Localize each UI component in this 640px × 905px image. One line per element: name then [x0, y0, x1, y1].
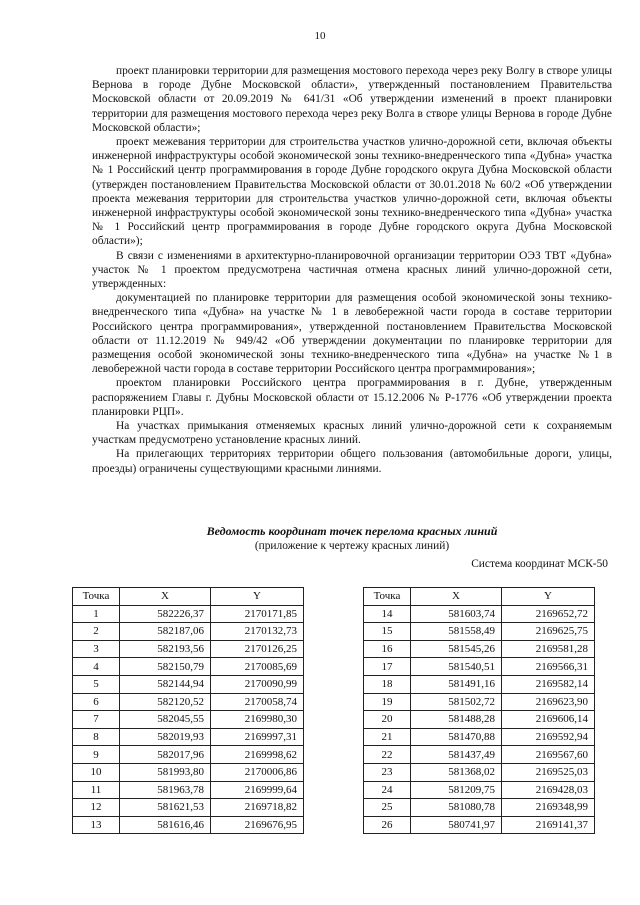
cell-point: 13 [73, 816, 120, 834]
paragraph: проект межевания территории для строительства участков улично-дорожной сети, включая объекты инженерной инфраструктуры особой экономической зоны технико-внедренческого типа «Дубна» участка № 1 Российский центр программирования в городе Дубне городского округа Дубна Московской области (утвержден постановлением Правительства Московской области от 30.01.2018 № 60/2 «Об утверждении проекта межевания территории для строительства участков улично-дорожной сети, включая объекты инженерной инфраструктуры особой экономической зоны технико-внедренческого типа «Дубна» участка № 1 Российский центр программирования в городе Дубне городского округа Дубна Московской области»); [92, 136, 612, 248]
cell-point: 10 [73, 763, 120, 781]
cell-point: 25 [364, 799, 411, 817]
cell-x: 581616,46 [120, 816, 211, 834]
cell-point: 8 [73, 728, 120, 746]
cell-y: 2169999,64 [211, 781, 304, 799]
table-row [364, 799, 595, 817]
cell-point: 3 [73, 640, 120, 658]
cell-x: 580741,97 [411, 816, 502, 834]
table-row [73, 763, 304, 781]
table-row [364, 605, 595, 623]
table-row [73, 799, 304, 817]
cell-y: 2169581,28 [502, 640, 595, 658]
header-point: Точка [364, 588, 411, 606]
table-row [364, 816, 595, 834]
cell-x: 581540,51 [411, 658, 502, 676]
cell-point: 6 [73, 693, 120, 711]
cell-y: 2170006,86 [211, 763, 304, 781]
cell-point: 2 [73, 623, 120, 641]
cell-point: 7 [73, 711, 120, 729]
cell-y: 2169567,60 [502, 746, 595, 764]
cell-point: 4 [73, 658, 120, 676]
coordinates-table-left [72, 587, 304, 834]
cell-point: 22 [364, 746, 411, 764]
cell-point: 19 [364, 693, 411, 711]
table-row [364, 623, 595, 641]
cell-y: 2169652,72 [502, 605, 595, 623]
header-y: Y [211, 588, 304, 606]
cell-point: 5 [73, 675, 120, 693]
cell-y: 2169997,31 [211, 728, 304, 746]
cell-point: 11 [73, 781, 120, 799]
paragraph: проект планировки территории для размещения мостового перехода через реку Волгу в створе улицы Вернова в городе Дубне Московской области», утвержденный постановлением Правительства Московской области от 20.09.2019 № 641/31 «Об утверждении изменений в проект планировки территории для размещения мостового перехода через реку Волга в створе улицы Вернова в городе Дубне Московской области»; [92, 65, 612, 134]
header-y: Y [502, 588, 595, 606]
cell-y: 2170090,99 [211, 675, 304, 693]
table-row [364, 763, 595, 781]
table-row [364, 675, 595, 693]
cell-x: 582193,56 [120, 640, 211, 658]
cell-x: 581491,16 [411, 675, 502, 693]
cell-x: 581368,02 [411, 763, 502, 781]
header-x: X [120, 588, 211, 606]
table-row [364, 728, 595, 746]
cell-y: 2169980,30 [211, 711, 304, 729]
cell-point: 21 [364, 728, 411, 746]
table-row [73, 816, 304, 834]
table-row [73, 658, 304, 676]
table-header-row [73, 588, 304, 606]
cell-x: 581209,75 [411, 781, 502, 799]
cell-y: 2169566,31 [502, 658, 595, 676]
paragraph: На прилегающих территориях территории общего пользования (автомобильные дороги, улицы, проезды) ограничены существующими красными линиями. [92, 448, 612, 475]
table-row [73, 693, 304, 711]
cell-y: 2169998,62 [211, 746, 304, 764]
table-row [364, 693, 595, 711]
cell-x: 582019,93 [120, 728, 211, 746]
cell-point: 15 [364, 623, 411, 641]
cell-point: 1 [73, 605, 120, 623]
cell-y: 2170085,69 [211, 658, 304, 676]
cell-y: 2170132,73 [211, 623, 304, 641]
cell-x: 581437,49 [411, 746, 502, 764]
cell-x: 582144,94 [120, 675, 211, 693]
cell-point: 24 [364, 781, 411, 799]
cell-y: 2169676,95 [211, 816, 304, 834]
cell-x: 582045,55 [120, 711, 211, 729]
table-row [73, 781, 304, 799]
cell-y: 2169348,99 [502, 799, 595, 817]
paragraph: На участках примыкания отменяемых красных линий улично-дорожной сети к сохраняемым участкам предусмотрено установление красных линий. [92, 420, 612, 447]
cell-x: 581603,74 [411, 605, 502, 623]
cell-y: 2169141,37 [502, 816, 595, 834]
document-body [92, 64, 612, 476]
cell-x: 581993,80 [120, 763, 211, 781]
cell-x: 581963,78 [120, 781, 211, 799]
cell-x: 581545,26 [411, 640, 502, 658]
cell-point: 26 [364, 816, 411, 834]
cell-x: 581488,28 [411, 711, 502, 729]
cell-y: 2170171,85 [211, 605, 304, 623]
cell-x: 581558,49 [411, 623, 502, 641]
table-row [364, 781, 595, 799]
cell-x: 582017,96 [120, 746, 211, 764]
cell-y: 2169606,14 [502, 711, 595, 729]
table-heading [92, 524, 612, 552]
cell-point: 12 [73, 799, 120, 817]
cell-y: 2169582,14 [502, 675, 595, 693]
table-row [364, 640, 595, 658]
cell-x: 581621,53 [120, 799, 211, 817]
table-row [364, 658, 595, 676]
cell-point: 20 [364, 711, 411, 729]
table-title: Ведомость координат точек перелома красных линий [206, 524, 498, 538]
table-row [364, 746, 595, 764]
table-row [73, 623, 304, 641]
table-row [73, 746, 304, 764]
cell-x: 582226,37 [120, 605, 211, 623]
table-row [364, 711, 595, 729]
paragraph: проектом планировки Российского центра программирования в г. Дубне, утвержденным распоряжением Главы г. Дубны Московской области от 15.12.2006 № Р-1776 «Об утверждении проекта планировки РЦП». [92, 377, 612, 418]
cell-x: 582150,79 [120, 658, 211, 676]
cell-y: 2170058,74 [211, 693, 304, 711]
table-row [73, 675, 304, 693]
cell-point: 14 [364, 605, 411, 623]
cell-x: 581080,78 [411, 799, 502, 817]
header-x: X [411, 588, 502, 606]
cell-y: 2169592,94 [502, 728, 595, 746]
table-header-row [364, 588, 595, 606]
table-row [73, 640, 304, 658]
cell-point: 18 [364, 675, 411, 693]
table-row [73, 728, 304, 746]
table-row [73, 605, 304, 623]
header-point: Точка [73, 588, 120, 606]
cell-x: 582187,06 [120, 623, 211, 641]
paragraph: В связи с изменениями в архитектурно-планировочной организации территории ОЭЗ ТВТ «Дубна» участок № 1 проектом предусмотрена частичная отмена красных линий улично-дорожной сети, утвержденных: [92, 249, 612, 291]
page-number: 10 [314, 30, 326, 42]
cell-x: 581470,88 [411, 728, 502, 746]
cell-point: 17 [364, 658, 411, 676]
cell-point: 23 [364, 763, 411, 781]
coordinates-table-right [363, 587, 595, 834]
table-row [73, 711, 304, 729]
table-subtitle: (приложение к чертежу красных линий) [254, 540, 450, 552]
cell-x: 581502,72 [411, 693, 502, 711]
cell-y: 2169625,75 [502, 623, 595, 641]
coordinate-system-label: Система координат МСК-50 [471, 558, 608, 570]
cell-y: 2169718,82 [211, 799, 304, 817]
cell-y: 2169428,03 [502, 781, 595, 799]
cell-y: 2169525,03 [502, 763, 595, 781]
cell-x: 582120,52 [120, 693, 211, 711]
cell-y: 2169623,90 [502, 693, 595, 711]
cell-y: 2170126,25 [211, 640, 304, 658]
cell-point: 9 [73, 746, 120, 764]
cell-point: 16 [364, 640, 411, 658]
paragraph: документацией по планировке территории для размещения особой экономической зоны технико-внедренческого типа «Дубна» на участке № 1 в левобережной части города в составе территории Российского центра программирования», утвержденной постановлением Правительства Московской области от 11.12.2019 № 949/42 «Об утверждении документации по планировке территории для размещения особой экономической зоны технико-внедренческого типа «Дубна» на участке №1 в левобережной части города в составе территории Российского центра программирования»; [92, 292, 612, 376]
